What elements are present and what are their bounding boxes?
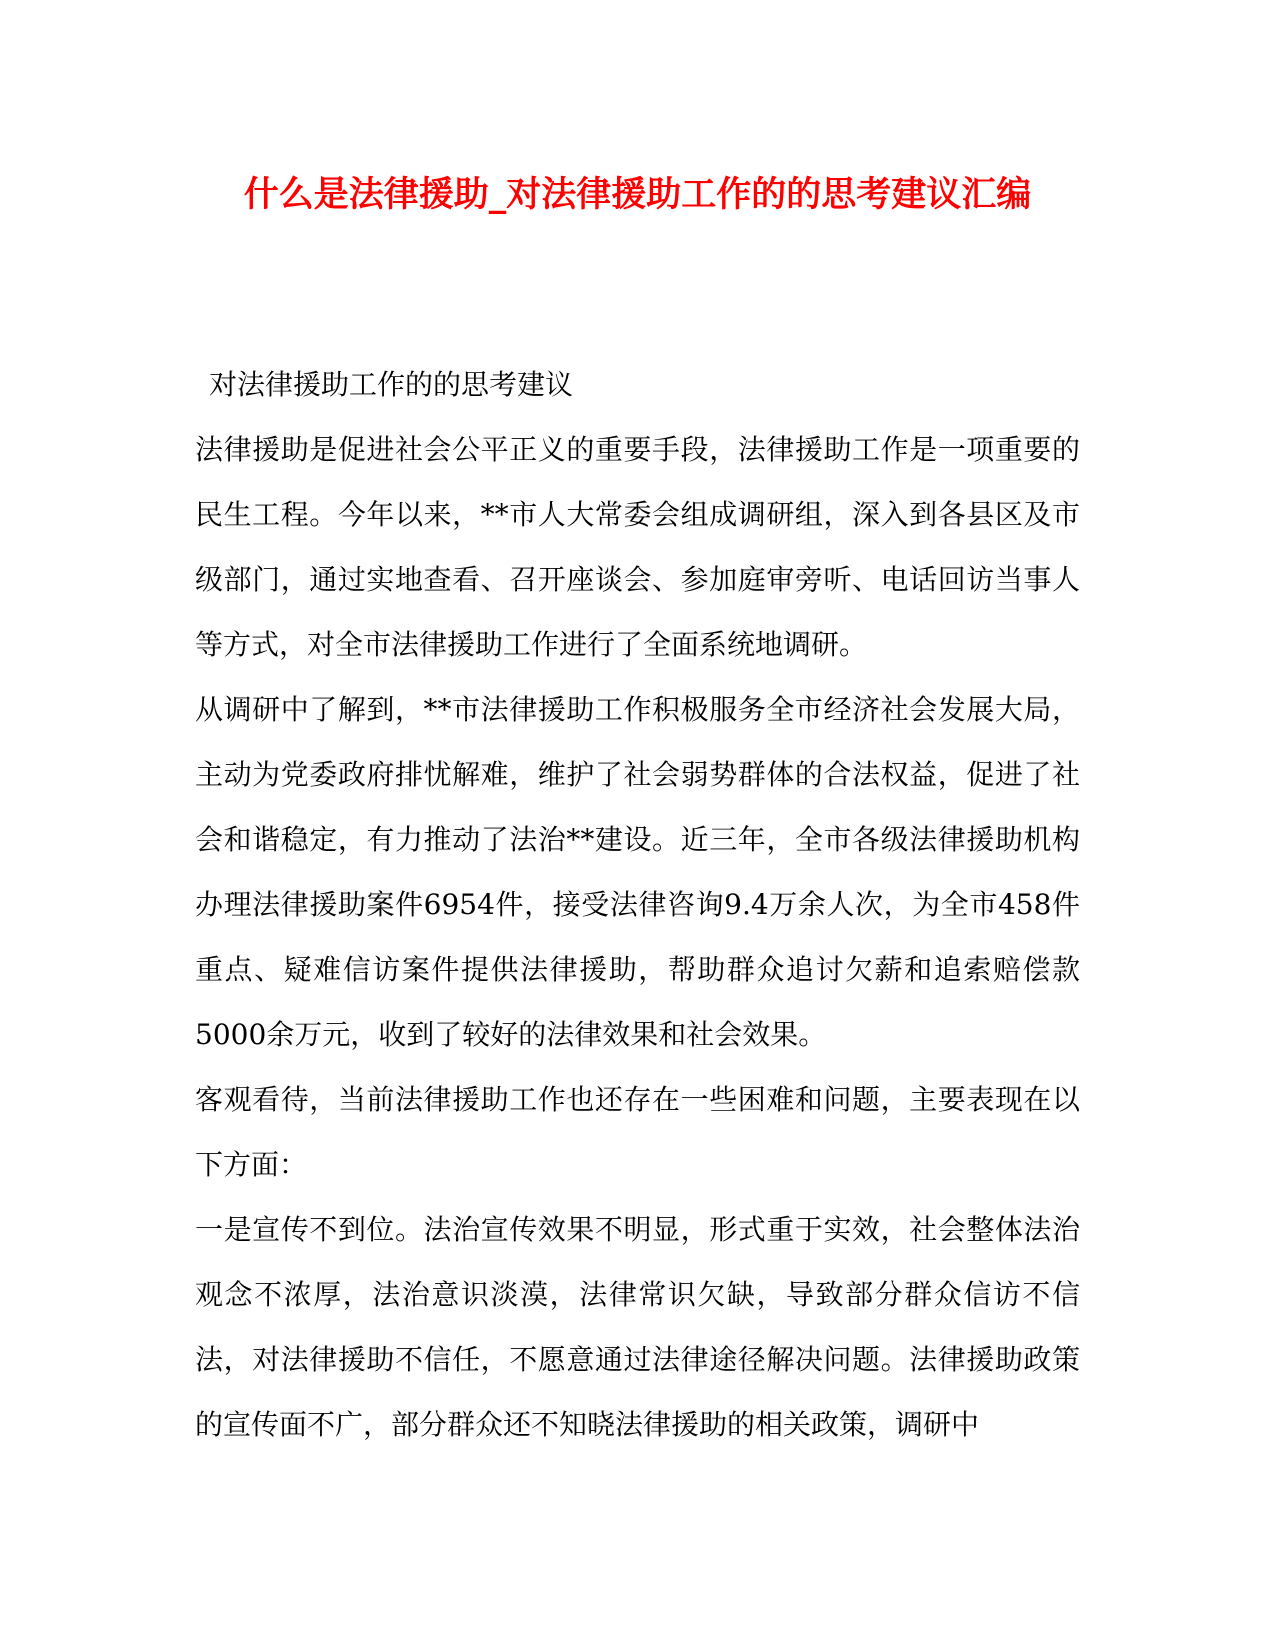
section-subheading: 对法律援助工作的的思考建议 — [209, 368, 574, 401]
document-body — [195, 352, 1080, 1457]
paragraph-intro: 法律援助是促进社会公平正义的重要手段，法律援助工作是一项重要的民生工程。今年以来，**市人大常委会组成调研组，深入到各县区及市级部门，通过实地查看、召开座谈会、参加庭审旁听、电话回访当事人等方式，对全市法律援助工作进行了全面系统地调研。 — [195, 433, 1080, 661]
document-title: 什么是法律援助_对法律援助工作的的思考建议汇编 — [243, 174, 1032, 215]
paragraph-problems-intro: 客观看待，当前法律援助工作也还存在一些困难和问题，主要表现在以下方面： — [195, 1083, 1080, 1181]
paragraph-achievements: 从调研中了解到，**市法律援助工作积极服务全市经济社会发展大局，主动为党委政府排忧解难，维护了社会弱势群体的合法权益，促进了社会和谐稳定，有力推动了法治**建设。近三年，全市各级法律援助机构办理法律援助案件6954件，接受法律咨询9.4万余人次，为全市458件重点、疑难信访案件提供法律援助，帮助群众追讨欠薪和追索赔偿款5000余万元，收到了较好的法律效果和社会效果。 — [195, 693, 1080, 1051]
paragraph-problem-one: 一是宣传不到位。法治宣传效果不明显，形式重于实效，社会整体法治观念不浓厚，法治意识淡漠，法律常识欠缺，导致部分群众信访不信法，对法律援助不信任，不愿意通过法律途径解决问题。法律援助政策的宣传面不广，部分群众还不知晓法律援助的相关政策，调研中 — [195, 1213, 1080, 1441]
